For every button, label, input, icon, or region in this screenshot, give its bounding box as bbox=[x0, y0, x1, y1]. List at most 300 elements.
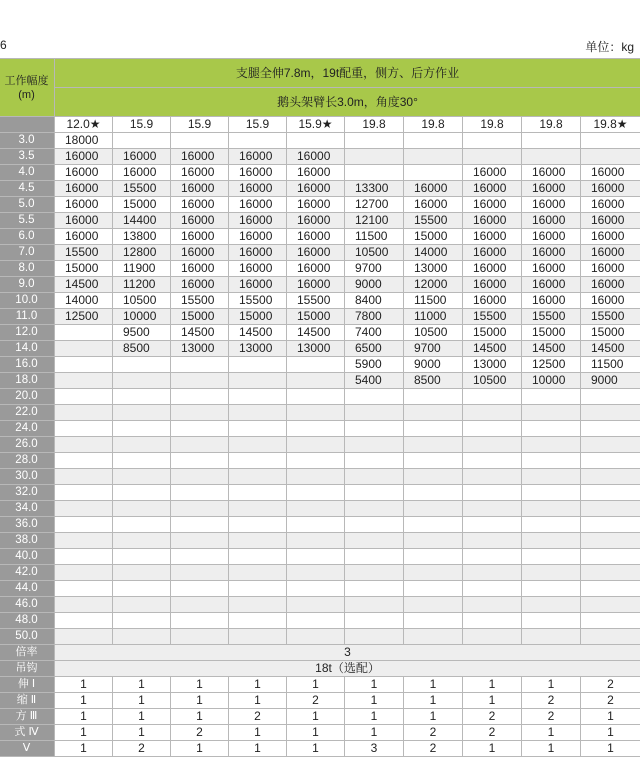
load-cell: 7400 bbox=[345, 325, 404, 341]
load-cell bbox=[581, 405, 640, 421]
load-cell bbox=[581, 597, 640, 613]
load-cell: 13000 bbox=[287, 341, 345, 357]
load-cell: 13000 bbox=[229, 341, 287, 357]
load-cell bbox=[55, 421, 113, 437]
load-cell: 16000 bbox=[522, 197, 581, 213]
load-cell bbox=[522, 405, 581, 421]
telescope-cell: 1 bbox=[345, 709, 404, 725]
radius-cell: 38.0 bbox=[0, 533, 55, 549]
table-row bbox=[0, 133, 640, 149]
load-cell bbox=[404, 629, 463, 645]
ratio-label: 倍率 bbox=[0, 645, 55, 661]
load-cell bbox=[229, 437, 287, 453]
load-cell bbox=[581, 149, 640, 165]
condition-header: 支腿全伸7.8m，19t配重，侧方、后方作业 bbox=[55, 59, 640, 88]
load-cell bbox=[55, 629, 113, 645]
boom-row-corner bbox=[0, 117, 55, 133]
load-cell bbox=[287, 437, 345, 453]
load-cell bbox=[345, 149, 404, 165]
load-cell bbox=[229, 453, 287, 469]
telescope-cell: 2 bbox=[522, 709, 581, 725]
load-cell bbox=[171, 517, 229, 533]
load-cell bbox=[522, 389, 581, 405]
load-cell: 14500 bbox=[463, 341, 522, 357]
telescope-section-label: 伸 Ⅰ bbox=[0, 677, 55, 693]
load-cell bbox=[287, 133, 345, 149]
load-cell: 14000 bbox=[55, 293, 113, 309]
load-cell: 14500 bbox=[55, 277, 113, 293]
radius-cell: 30.0 bbox=[0, 469, 55, 485]
telescope-cell: 1 bbox=[463, 677, 522, 693]
load-cell: 14500 bbox=[287, 325, 345, 341]
load-cell: 10500 bbox=[404, 325, 463, 341]
load-cell bbox=[171, 389, 229, 405]
table-row bbox=[0, 165, 640, 181]
unit-label: 单位：kg bbox=[585, 40, 634, 54]
radius-cell: 50.0 bbox=[0, 629, 55, 645]
load-cell bbox=[345, 613, 404, 629]
radius-cell: 34.0 bbox=[0, 501, 55, 517]
load-cell bbox=[113, 533, 171, 549]
load-cell bbox=[113, 549, 171, 565]
load-cell bbox=[287, 405, 345, 421]
radius-cell: 24.0 bbox=[0, 421, 55, 437]
load-cell bbox=[287, 357, 345, 373]
load-cell: 16000 bbox=[55, 213, 113, 229]
load-cell: 16000 bbox=[522, 277, 581, 293]
load-cell: 16000 bbox=[229, 261, 287, 277]
telescope-cell: 1 bbox=[287, 741, 345, 757]
load-cell bbox=[404, 437, 463, 453]
load-cell bbox=[55, 341, 113, 357]
table-row bbox=[0, 405, 640, 421]
telescope-cell: 1 bbox=[345, 693, 404, 709]
load-cell bbox=[287, 581, 345, 597]
load-cell: 16000 bbox=[287, 197, 345, 213]
load-cell bbox=[55, 485, 113, 501]
table-row bbox=[0, 277, 640, 293]
load-cell: 15000 bbox=[522, 325, 581, 341]
load-cell bbox=[55, 469, 113, 485]
load-cell bbox=[581, 389, 640, 405]
load-cell: 16000 bbox=[404, 197, 463, 213]
boom-length-cell: 19.8 bbox=[522, 117, 581, 133]
telescope-cell: 1 bbox=[522, 725, 581, 741]
load-cell: 9500 bbox=[113, 325, 171, 341]
load-chart-table bbox=[0, 58, 640, 757]
load-cell bbox=[581, 453, 640, 469]
radius-cell: 40.0 bbox=[0, 549, 55, 565]
load-cell bbox=[404, 549, 463, 565]
load-cell bbox=[55, 373, 113, 389]
table-row bbox=[0, 261, 640, 277]
load-cell bbox=[522, 549, 581, 565]
load-cell: 16000 bbox=[229, 277, 287, 293]
load-cell: 15000 bbox=[287, 309, 345, 325]
boom-length-cell: 15.9 bbox=[113, 117, 171, 133]
load-cell bbox=[287, 629, 345, 645]
load-cell bbox=[345, 421, 404, 437]
load-cell bbox=[581, 517, 640, 533]
load-cell: 7800 bbox=[345, 309, 404, 325]
load-cell bbox=[55, 565, 113, 581]
load-cell bbox=[345, 565, 404, 581]
telescope-cell: 1 bbox=[463, 741, 522, 757]
load-cell bbox=[113, 469, 171, 485]
load-cell bbox=[404, 501, 463, 517]
load-cell: 16000 bbox=[229, 245, 287, 261]
load-cell: 16000 bbox=[522, 245, 581, 261]
load-cell bbox=[345, 581, 404, 597]
load-cell: 5900 bbox=[345, 357, 404, 373]
load-cell bbox=[581, 437, 640, 453]
radius-cell: 36.0 bbox=[0, 517, 55, 533]
radius-cell: 5.0 bbox=[0, 197, 55, 213]
telescope-cell: 1 bbox=[522, 677, 581, 693]
load-cell bbox=[522, 437, 581, 453]
radius-cell: 46.0 bbox=[0, 597, 55, 613]
radius-cell: 12.0 bbox=[0, 325, 55, 341]
load-cell: 12500 bbox=[55, 309, 113, 325]
load-cell: 16000 bbox=[522, 229, 581, 245]
load-cell bbox=[345, 469, 404, 485]
boom-length-cell: 12.0★ bbox=[55, 117, 113, 133]
telescope-cell: 1 bbox=[113, 709, 171, 725]
load-cell bbox=[171, 485, 229, 501]
load-cell: 16000 bbox=[522, 181, 581, 197]
load-cell: 16000 bbox=[463, 229, 522, 245]
jib-header: 鹅头架臂长3.0m，角度30° bbox=[55, 88, 640, 117]
radius-cell: 14.0 bbox=[0, 341, 55, 357]
load-cell bbox=[345, 501, 404, 517]
load-cell: 15500 bbox=[463, 309, 522, 325]
radius-cell: 6.0 bbox=[0, 229, 55, 245]
load-cell: 15500 bbox=[404, 213, 463, 229]
load-cell bbox=[229, 581, 287, 597]
load-cell bbox=[345, 165, 404, 181]
table-row bbox=[0, 549, 640, 565]
load-cell: 16000 bbox=[171, 245, 229, 261]
telescope-cell: 1 bbox=[171, 693, 229, 709]
telescope-cell: 2 bbox=[463, 725, 522, 741]
load-cell: 16000 bbox=[522, 261, 581, 277]
load-cell: 16000 bbox=[55, 165, 113, 181]
telescope-cell: 1 bbox=[463, 693, 522, 709]
table-row bbox=[0, 421, 640, 437]
radius-cell: 3.5 bbox=[0, 149, 55, 165]
load-cell bbox=[55, 517, 113, 533]
load-cell bbox=[113, 485, 171, 501]
telescope-cell: 1 bbox=[581, 741, 640, 757]
load-cell: 8400 bbox=[345, 293, 404, 309]
telescope-cell: 2 bbox=[287, 693, 345, 709]
load-cell: 9000 bbox=[345, 277, 404, 293]
load-cell bbox=[581, 533, 640, 549]
table-row bbox=[0, 357, 640, 373]
load-cell: 13000 bbox=[463, 357, 522, 373]
load-cell bbox=[113, 613, 171, 629]
load-cell bbox=[463, 565, 522, 581]
load-cell bbox=[55, 533, 113, 549]
telescope-cell: 2 bbox=[404, 725, 463, 741]
load-cell bbox=[522, 469, 581, 485]
radius-cell: 3.0 bbox=[0, 133, 55, 149]
load-cell bbox=[522, 517, 581, 533]
telescope-cell: 1 bbox=[55, 709, 113, 725]
telescope-cell: 1 bbox=[171, 741, 229, 757]
load-cell bbox=[55, 357, 113, 373]
telescope-row bbox=[0, 693, 640, 709]
load-cell bbox=[404, 597, 463, 613]
load-cell bbox=[345, 485, 404, 501]
load-cell bbox=[55, 405, 113, 421]
load-cell bbox=[522, 149, 581, 165]
table-row bbox=[0, 565, 640, 581]
load-cell bbox=[287, 549, 345, 565]
load-cell bbox=[229, 613, 287, 629]
load-cell: 16000 bbox=[55, 229, 113, 245]
load-cell: 16000 bbox=[463, 181, 522, 197]
load-cell: 16000 bbox=[463, 261, 522, 277]
load-cell bbox=[345, 133, 404, 149]
load-cell bbox=[229, 549, 287, 565]
load-cell bbox=[345, 405, 404, 421]
telescope-row bbox=[0, 725, 640, 741]
load-cell bbox=[522, 485, 581, 501]
load-cell: 16000 bbox=[463, 277, 522, 293]
load-cell bbox=[171, 437, 229, 453]
telescope-cell: 1 bbox=[229, 693, 287, 709]
load-cell: 16000 bbox=[581, 245, 640, 261]
telescope-cell: 2 bbox=[113, 741, 171, 757]
load-cell bbox=[171, 357, 229, 373]
load-cell bbox=[171, 581, 229, 597]
load-cell bbox=[287, 389, 345, 405]
table-row bbox=[0, 341, 640, 357]
load-cell bbox=[229, 421, 287, 437]
load-cell bbox=[463, 501, 522, 517]
load-cell bbox=[404, 581, 463, 597]
load-cell bbox=[345, 629, 404, 645]
radius-cell: 22.0 bbox=[0, 405, 55, 421]
load-cell: 16000 bbox=[171, 181, 229, 197]
load-cell: 16000 bbox=[581, 229, 640, 245]
load-cell: 16000 bbox=[581, 213, 640, 229]
telescope-section-label: 式 Ⅳ bbox=[0, 725, 55, 741]
radius-cell: 44.0 bbox=[0, 581, 55, 597]
radius-cell: 28.0 bbox=[0, 453, 55, 469]
load-cell: 15000 bbox=[171, 309, 229, 325]
load-cell: 10000 bbox=[113, 309, 171, 325]
load-cell bbox=[287, 533, 345, 549]
load-cell: 15500 bbox=[287, 293, 345, 309]
load-cell bbox=[229, 565, 287, 581]
telescope-cell: 2 bbox=[581, 677, 640, 693]
load-cell bbox=[229, 357, 287, 373]
load-cell bbox=[55, 453, 113, 469]
load-cell: 11200 bbox=[113, 277, 171, 293]
load-cell bbox=[113, 133, 171, 149]
load-cell bbox=[404, 533, 463, 549]
telescope-cell: 1 bbox=[287, 709, 345, 725]
load-cell bbox=[463, 517, 522, 533]
table-row bbox=[0, 629, 640, 645]
load-cell bbox=[287, 597, 345, 613]
telescope-cell: 2 bbox=[522, 693, 581, 709]
load-cell bbox=[287, 565, 345, 581]
load-cell bbox=[287, 469, 345, 485]
load-cell: 11500 bbox=[581, 357, 640, 373]
load-cell: 16000 bbox=[522, 293, 581, 309]
load-cell bbox=[171, 405, 229, 421]
load-cell: 16000 bbox=[581, 165, 640, 181]
load-cell bbox=[463, 149, 522, 165]
load-cell: 12700 bbox=[345, 197, 404, 213]
load-cell: 16000 bbox=[171, 261, 229, 277]
load-cell: 16000 bbox=[287, 245, 345, 261]
load-cell bbox=[404, 613, 463, 629]
load-cell bbox=[404, 453, 463, 469]
load-cell: 13000 bbox=[404, 261, 463, 277]
load-cell bbox=[463, 581, 522, 597]
load-cell bbox=[345, 597, 404, 613]
load-cell bbox=[229, 469, 287, 485]
boom-length-cell: 15.9 bbox=[171, 117, 229, 133]
load-cell: 16000 bbox=[55, 149, 113, 165]
load-cell: 13800 bbox=[113, 229, 171, 245]
load-cell bbox=[55, 437, 113, 453]
table-row bbox=[0, 389, 640, 405]
load-cell: 16000 bbox=[522, 213, 581, 229]
load-cell: 16000 bbox=[463, 213, 522, 229]
load-cell: 16000 bbox=[404, 181, 463, 197]
load-cell bbox=[581, 629, 640, 645]
telescope-cell: 1 bbox=[113, 725, 171, 741]
load-cell: 16000 bbox=[171, 229, 229, 245]
load-cell: 16000 bbox=[171, 165, 229, 181]
load-cell: 15500 bbox=[229, 293, 287, 309]
telescope-cell: 1 bbox=[55, 693, 113, 709]
load-cell bbox=[287, 517, 345, 533]
load-cell: 8500 bbox=[404, 373, 463, 389]
load-cell bbox=[113, 629, 171, 645]
load-cell bbox=[522, 629, 581, 645]
load-cell bbox=[171, 421, 229, 437]
load-cell bbox=[522, 565, 581, 581]
load-cell: 16000 bbox=[463, 293, 522, 309]
table-row bbox=[0, 325, 640, 341]
hook-row bbox=[0, 661, 640, 677]
telescope-section-label: Ⅴ bbox=[0, 741, 55, 757]
telescope-cell: 1 bbox=[113, 677, 171, 693]
load-cell bbox=[581, 421, 640, 437]
load-cell bbox=[404, 469, 463, 485]
load-cell bbox=[55, 389, 113, 405]
load-cell: 16000 bbox=[581, 293, 640, 309]
load-cell: 11000 bbox=[404, 309, 463, 325]
load-cell bbox=[171, 501, 229, 517]
page-mark: 6 bbox=[0, 38, 7, 52]
load-cell: 16000 bbox=[463, 245, 522, 261]
telescope-cell: 2 bbox=[229, 709, 287, 725]
radius-cell: 11.0 bbox=[0, 309, 55, 325]
table-row bbox=[0, 437, 640, 453]
load-cell bbox=[113, 501, 171, 517]
load-cell bbox=[229, 533, 287, 549]
load-cell bbox=[113, 581, 171, 597]
load-cell: 16000 bbox=[229, 229, 287, 245]
load-cell bbox=[463, 533, 522, 549]
telescope-cell: 1 bbox=[287, 725, 345, 741]
load-cell bbox=[522, 581, 581, 597]
load-cell bbox=[171, 133, 229, 149]
load-cell: 16000 bbox=[287, 213, 345, 229]
load-cell: 14500 bbox=[229, 325, 287, 341]
telescope-cell: 1 bbox=[171, 709, 229, 725]
load-cell: 16000 bbox=[171, 197, 229, 213]
load-cell bbox=[345, 533, 404, 549]
telescope-cell: 3 bbox=[345, 741, 404, 757]
boom-length-cell: 19.8 bbox=[404, 117, 463, 133]
load-cell bbox=[55, 613, 113, 629]
load-cell: 16000 bbox=[55, 197, 113, 213]
load-cell bbox=[522, 613, 581, 629]
table-row bbox=[0, 245, 640, 261]
load-cell bbox=[581, 485, 640, 501]
load-cell bbox=[229, 373, 287, 389]
load-cell: 16000 bbox=[463, 197, 522, 213]
load-cell: 10000 bbox=[522, 373, 581, 389]
load-cell bbox=[55, 549, 113, 565]
table-row bbox=[0, 613, 640, 629]
boom-length-row bbox=[0, 117, 640, 133]
load-cell: 15500 bbox=[581, 309, 640, 325]
ratio-value: 3 bbox=[55, 645, 640, 661]
hook-label: 吊钩 bbox=[0, 661, 55, 677]
table-row bbox=[0, 453, 640, 469]
load-cell bbox=[463, 597, 522, 613]
telescope-cell: 2 bbox=[463, 709, 522, 725]
telescope-cell: 1 bbox=[229, 677, 287, 693]
load-cell: 15000 bbox=[581, 325, 640, 341]
table-row bbox=[0, 197, 640, 213]
load-cell bbox=[229, 517, 287, 533]
load-cell bbox=[345, 389, 404, 405]
load-cell bbox=[55, 501, 113, 517]
telescope-cell: 1 bbox=[287, 677, 345, 693]
load-cell: 15500 bbox=[113, 181, 171, 197]
telescope-section-label: 方 Ⅲ bbox=[0, 709, 55, 725]
hook-value: 18t（选配） bbox=[55, 661, 640, 677]
load-cell bbox=[345, 437, 404, 453]
load-cell bbox=[171, 453, 229, 469]
table-row bbox=[0, 469, 640, 485]
load-cell: 16000 bbox=[171, 149, 229, 165]
load-cell bbox=[287, 421, 345, 437]
load-cell: 11900 bbox=[113, 261, 171, 277]
load-cell bbox=[404, 389, 463, 405]
load-cell bbox=[404, 149, 463, 165]
table-row bbox=[0, 373, 640, 389]
load-cell bbox=[287, 453, 345, 469]
load-cell: 11500 bbox=[404, 293, 463, 309]
load-cell bbox=[113, 373, 171, 389]
load-cell bbox=[287, 373, 345, 389]
load-cell: 8500 bbox=[113, 341, 171, 357]
load-cell: 6500 bbox=[345, 341, 404, 357]
load-cell bbox=[463, 133, 522, 149]
load-cell: 12100 bbox=[345, 213, 404, 229]
